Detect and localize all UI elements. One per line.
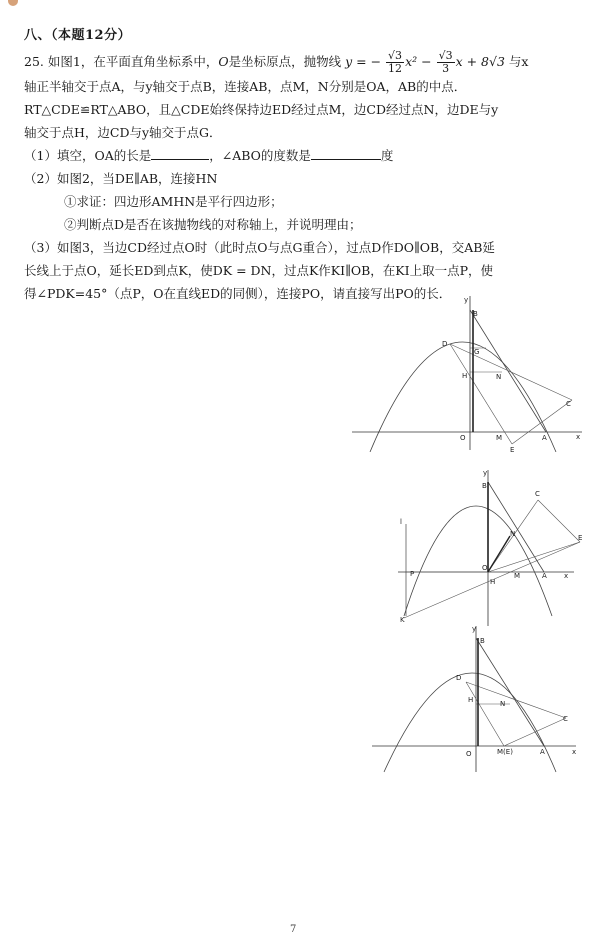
label-y: y	[472, 625, 477, 633]
segment-oe	[488, 542, 580, 572]
question-2-2: ②判断点D是否在该抛物线的对称轴上，并说明理由；	[64, 217, 362, 232]
label-o: O	[466, 750, 472, 758]
segment-ab	[470, 310, 546, 432]
label-m-e: M(E)	[497, 748, 513, 756]
equation-tail: x + 8√3	[455, 54, 505, 69]
label-h: H	[462, 372, 468, 380]
problem-line-4: 轴交于点H，边CD与y轴交于点G．	[24, 125, 222, 140]
page-number: 7	[290, 924, 297, 935]
segment-ab	[476, 638, 544, 746]
label-y: y	[483, 469, 488, 477]
question-3-line-1: （3）如图3，当边CD经过点O时（此时点O与点G重合），过点D作DO∥OB，交AB延	[24, 240, 495, 255]
segment-dc	[466, 682, 566, 718]
question-2-1: ①求证：四边形AMHN是平行四边形；	[64, 194, 283, 209]
answer-blank-oa[interactable]	[151, 146, 209, 160]
problem-line-1	[24, 50, 584, 75]
label-n: N	[510, 530, 516, 538]
equation-y: y = −	[345, 54, 382, 69]
thick-on-segment	[488, 536, 510, 572]
label-x: x	[564, 572, 569, 580]
label-o: O	[482, 564, 488, 572]
question-3-line-3: 得∠PDK=45°（点P，O在直线ED的同侧），连接PO，请直接写出PO的长．	[24, 286, 452, 301]
label-e: E	[578, 534, 583, 542]
problem-number: 25.	[24, 54, 44, 69]
problem-text: 与x	[508, 54, 529, 69]
label-d: D	[456, 674, 462, 682]
label-k: K	[400, 616, 405, 624]
label-h: H	[490, 578, 496, 586]
label-a: A	[542, 434, 547, 442]
label-x: x	[576, 433, 581, 441]
label-b: B	[480, 637, 485, 645]
label-h: H	[468, 696, 474, 704]
problem-text: 如图1，在平面直角坐标系中，	[47, 54, 219, 69]
label-n: N	[500, 700, 506, 708]
problem-line-3: RT△CDE≌RT△ABO，且△CDE始终保持边ED经过点M，边CD经过点N，边DE与y	[24, 102, 499, 117]
label-o: O	[460, 434, 466, 442]
figure-3	[370, 624, 586, 774]
answer-blank-angle[interactable]	[311, 146, 381, 160]
figure-1	[350, 292, 590, 452]
segment-ce	[504, 718, 566, 746]
label-a: A	[540, 748, 545, 756]
label-n: N	[496, 373, 502, 381]
label-c: C	[563, 715, 568, 723]
problem-text: 是坐标原点，抛物线	[228, 54, 342, 69]
segment-de	[450, 344, 512, 444]
question-3-line-2: 长线上于点O，延长ED到点K，使DK = DN，过点K作KI∥OB，在KI上取一点P，使	[24, 263, 493, 278]
problem-25	[24, 50, 584, 305]
label-d: D	[442, 340, 448, 348]
label-e: E	[510, 446, 515, 452]
equation-x2: x² −	[405, 54, 432, 69]
section-title: 八、（本题12分）	[24, 28, 132, 43]
question-1: （1）填空，OA的长是 ，∠ABO的度数是 度	[24, 148, 394, 163]
question-2: （2）如图2，当DE∥AB，连接HN	[24, 171, 218, 186]
figure-2	[392, 466, 592, 630]
segment-dc	[450, 344, 572, 400]
fraction-1: $\frac{√3}{12}$	[388, 49, 403, 75]
label-b: B	[473, 310, 478, 318]
label-l: l	[400, 518, 402, 526]
parabola	[404, 506, 552, 616]
segment-de	[466, 682, 504, 746]
ink-mark	[8, 0, 18, 6]
label-x: x	[572, 748, 577, 756]
segment-ce	[538, 500, 583, 542]
label-g: G	[474, 348, 480, 356]
label-a: A	[542, 572, 547, 580]
label-y: y	[464, 296, 469, 304]
label-b: B	[482, 482, 487, 490]
origin-symbol: O	[218, 54, 229, 69]
problem-line-2: 轴正半轴交于点A，与y轴交于点B，连接AB，点M，N分别是OA，AB的中点．	[24, 79, 467, 94]
fraction-2: $\frac{√3}{3}$	[438, 49, 453, 75]
label-c: C	[566, 400, 571, 408]
label-c: C	[535, 490, 540, 498]
label-m: M	[514, 572, 521, 580]
label-m: M	[496, 434, 503, 442]
label-p: P	[410, 570, 415, 578]
